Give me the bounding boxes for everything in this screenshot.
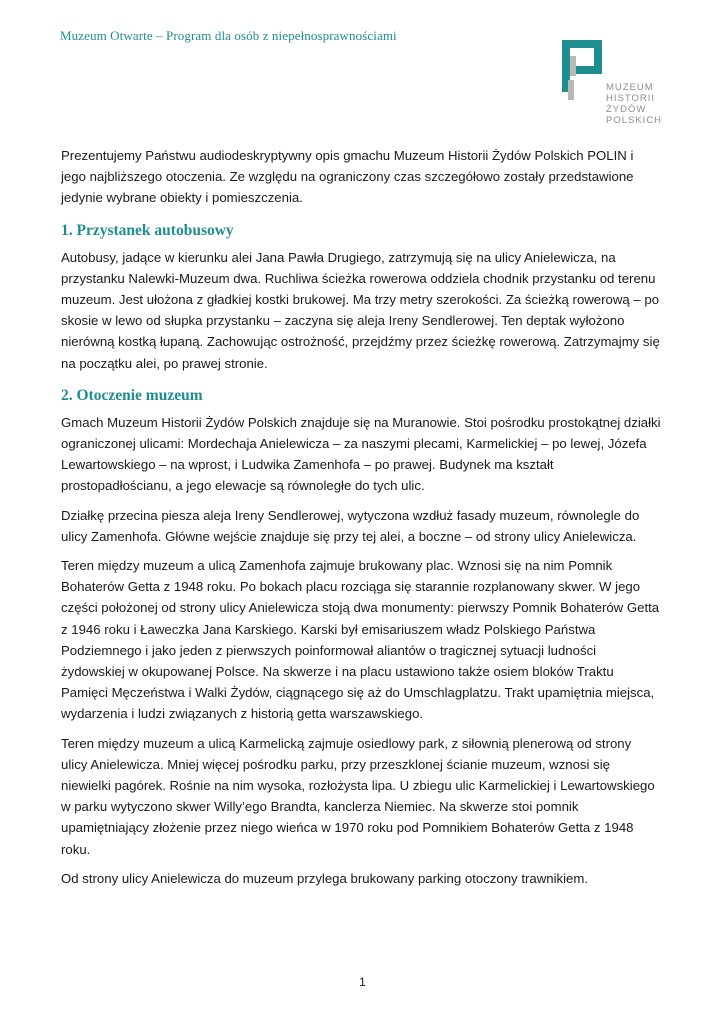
body-paragraph: Gmach Muzeum Historii Żydów Polskich znajduje się na Muranowie. Stoi pośrodku prostokątnej działki ograniczonej ulicami: Mordechaja Anielewicza – za naszymi plecami, Karmelickiej – po lewej, Józefa Lewartowskiego – na wprost, i Ludwika Zamenhofa – po prawej. Budynek ma kształt prostopadłościanu, a jego elewacje są równoległe do tych ulic.	[61, 414, 661, 494]
page-number: 1	[359, 975, 366, 989]
logo-line: MUZEUM	[606, 82, 654, 93]
intro-paragraph: Prezentujemy Państwu audiodeskryptywny opis gmachu Muzeum Historii Żydów Polskich POLIN i jego najbliższego otoczenia. Ze względu na ograniczony czas szczegółowo zostały przedstawione jedynie wybrane obiekty i pomieszczenia.	[61, 148, 634, 206]
body-paragraph: Teren między muzeum a ulicą Karmelicką zajmuje osiedlowy park, z siłownią plenerową od strony ulicy Anielewicza. Mniej więcej pośrodku parku, przy przeszklonej ścianie muzeum, wznosi się niewielki pagórek. Rośnie na nim wysoka, rozłożysta lipa. U zbiegu ulic Karmelickiej i Lewartowskiego w parku wytyczono skwer Willy’ego Brandta, kanclerza Niemiec. Na skwerze stoi pomnik upamiętniający złożenie przez niego wieńca w 1970 roku pod Pomnikiem Bohaterów Getta z 1948 roku.	[61, 735, 655, 857]
section-heading: 1. Przystanek autobusowy	[61, 221, 234, 239]
body-paragraph: Autobusy, jadące w kierunku alei Jana Pawła Drugiego, zatrzymują się na ulicy Anielewicza, na przystanku Nalewki-Muzeum dwa. Ruchliwa ścieżka rowerowa oddziela chodnik przystanku od terenu muzeum. Jest ułożona z gładkiej kostki brukowej. Ma trzy metry szerokości. Za ścieżką rowerową – po skosie w lewo od słupka przystanku – zaczyna się aleja Ireny Sendlerowej. Ten deptak wyłożono nierówną kostką łupaną. Zachowując ostrożność, przejdźmy przez ścieżkę rowerową. Zatrzymajmy się na początku alei, po prawej stronie.	[61, 249, 660, 371]
running-header: Muzeum Otwarte – Program dla osób z niepełnosprawnościami	[60, 28, 397, 43]
document-body	[61, 145, 661, 897]
polin-logo-icon	[560, 38, 606, 133]
body-paragraph: Działkę przecina piesza aleja Ireny Sendlerowej, wytyczona wzdłuż fasady muzeum, równolegle do ulicy Zamenhofa. Główne wejście znajduje się przy tej alei, a boczne – od strony ulicy Anielewicza.	[61, 507, 640, 544]
body-paragraph: Teren między muzeum a ulicą Zamenhofa zajmuje brukowany plac. Wznosi się na nim Pomnik Bohaterów Getta z 1948 roku. Po bokach placu rozciąga się starannie rozplanowany skwer. W jego części położonej od strony ulicy Anielewicza stoją dwa monumenty: pierwszy Pomnik Bohaterów Getta z 1946 roku i Ławeczka Jana Karskiego. Karski był emisariuszem władz Polskiego Państwa Podziemnego i jako jeden z pierwszych poinformował aliantów o tragicznej sytuacji ludności żydowskiej w okupowanej Polsce. Na skwerze i na placu ustawiono także osiem bloków Traktu Pamięci Męczeństwa i Walki Żydów, ciągnącego się aż do Umschlagplatzu. Trakt upamiętnia miejsca, wydarzenia i ludzi związanych z historią getta warszawskiego.	[61, 558, 660, 722]
logo-line: ŻYDÓW	[606, 104, 647, 115]
logo-line: POLSKICH	[606, 115, 663, 126]
logo-wordmark	[606, 82, 662, 126]
logo-line: HISTORII	[606, 93, 655, 104]
museum-logo	[560, 38, 670, 133]
section-heading: 2. Otoczenie muzeum	[61, 386, 203, 404]
body-paragraph: Od strony ulicy Anielewicza do muzeum przylega brukowany parking otoczony trawnikiem.	[61, 870, 589, 886]
